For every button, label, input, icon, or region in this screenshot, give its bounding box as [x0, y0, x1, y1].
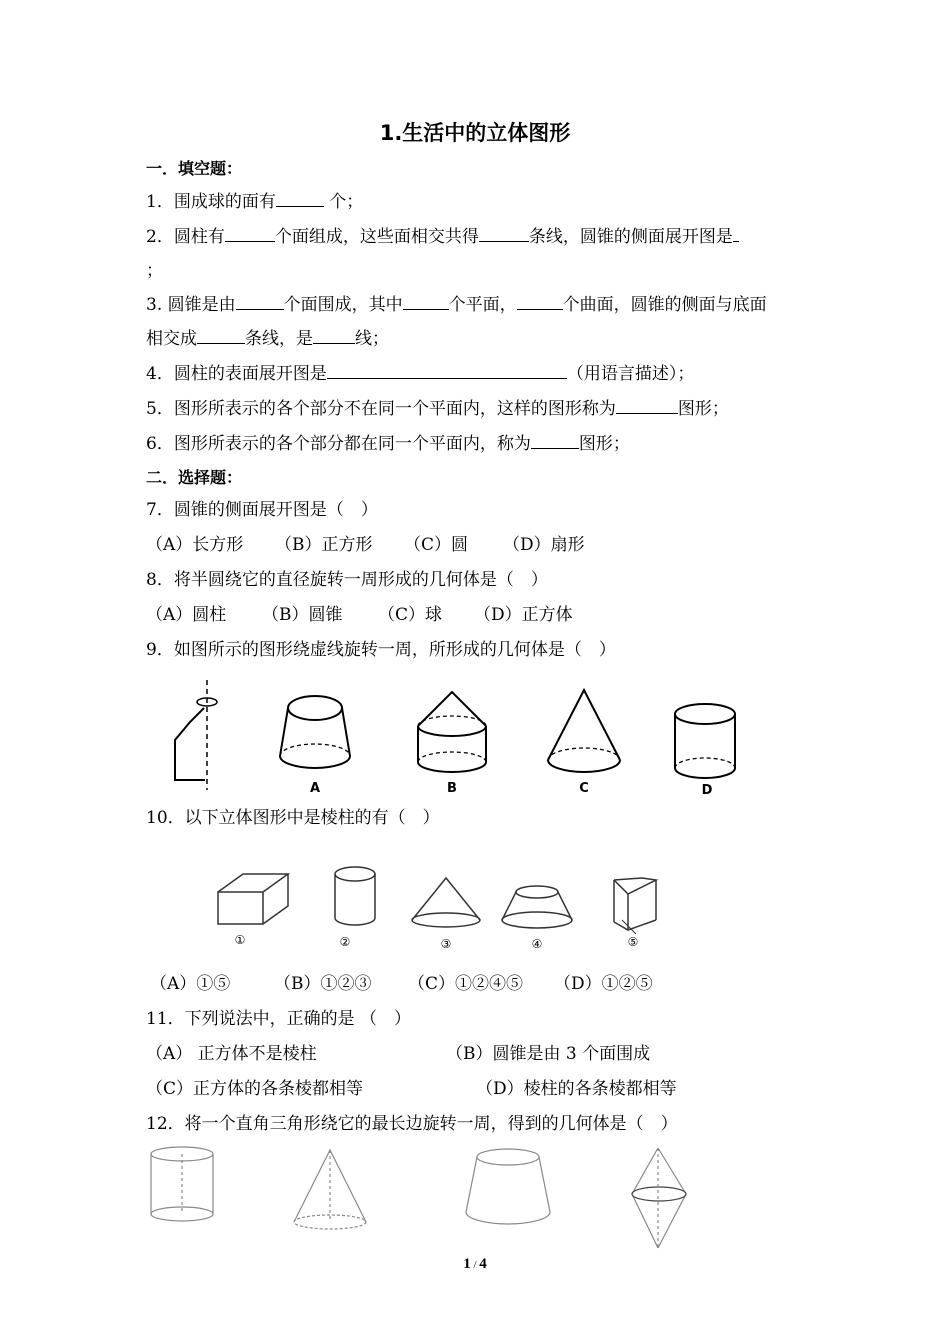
answer-blank[interactable]	[517, 292, 563, 310]
question-8: 8．将半圆绕它的直径旋转一周形成的几何体是（ ）	[146, 570, 548, 590]
question-5: 5．图形所表示的各个部分不在同一个平面内，这样的图形称为 图形；	[146, 396, 729, 421]
answer-blank[interactable]	[733, 224, 739, 242]
question-7: 7．圆锥的侧面展开图是（ ）	[146, 500, 378, 520]
q7-option-b[interactable]: （B）正方形	[275, 535, 373, 555]
q12-option-frustum[interactable]	[466, 1149, 550, 1224]
q12-option-double-cone[interactable]	[632, 1148, 686, 1248]
q10-label-3: ③	[440, 937, 452, 951]
q9-label-a: A	[309, 781, 321, 796]
q9-label-d: D	[701, 783, 713, 798]
answer-blank[interactable]	[236, 292, 284, 310]
q9-option-a-frustum[interactable]	[280, 696, 350, 768]
answer-blank[interactable]	[225, 224, 275, 242]
q11-option-a[interactable]: （A） 正方体不是棱柱	[146, 1044, 317, 1064]
question-12: 12．将一个直角三角形绕它的最长边旋转一周，得到的几何体是（ ）	[146, 1114, 678, 1134]
q10-label-1: ①	[234, 933, 246, 947]
q10-label-5: ⑤	[627, 935, 639, 949]
answer-blank[interactable]	[313, 326, 355, 344]
q10-option-d[interactable]: （D）①②⑤	[554, 974, 653, 994]
q12-figures	[0, 1142, 950, 1237]
answer-blank[interactable]	[531, 431, 579, 449]
question-3: 3. 圆锥是由 个面围成，其中 个平面， 个曲面，圆锥的侧面与底面	[146, 292, 767, 317]
q8-option-a[interactable]: （A）圆柱	[146, 605, 227, 625]
question-9: 9．如图所示的图形绕虚线旋转一周，所形成的几何体是（ ）	[146, 640, 616, 660]
q9-option-d-cylinder[interactable]	[675, 704, 735, 778]
question-6: 6．图形所表示的各个部分都在同一个平面内，称为 图形；	[146, 431, 630, 456]
question-2-end: ；	[146, 261, 163, 281]
q9-option-b-cone-cylinder[interactable]	[418, 692, 486, 772]
q10-fig3-cone	[412, 878, 480, 927]
answer-blank[interactable]	[276, 189, 324, 207]
q7-option-d[interactable]: （D）扇形	[503, 535, 585, 555]
q10-fig5-prism	[614, 878, 656, 934]
q12-option-cylinder[interactable]	[151, 1147, 213, 1221]
answer-blank[interactable]	[616, 396, 678, 414]
page-title: 1.生活中的立体图形	[379, 121, 571, 145]
q9-label-c: C	[579, 781, 589, 796]
q9-figures	[0, 672, 950, 802]
question-10: 10．以下立体图形中是棱柱的有（ ）	[146, 808, 440, 828]
answer-blank[interactable]	[327, 361, 567, 379]
question-11: 11．下列说法中，正确的是 （ ）	[146, 1009, 412, 1029]
q8-option-d[interactable]: （D）正方体	[474, 605, 573, 625]
q10-fig4-frustum	[502, 886, 572, 928]
q7-option-c[interactable]: （C）圆	[404, 535, 469, 555]
question-2: 2．圆柱有 个面组成，这些面相交共得 条线，圆锥的侧面展开图是	[146, 224, 739, 249]
section-fill-heading: 一．填空题：	[146, 159, 243, 178]
q10-option-c[interactable]: （C）①②④⑤	[408, 974, 524, 994]
q10-option-b[interactable]: （B）①②③	[274, 974, 372, 994]
q9-label-b: B	[447, 781, 457, 796]
q10-label-2: ②	[339, 935, 351, 949]
q8-option-c[interactable]: （C）球	[378, 605, 443, 625]
q10-fig2-cylinder	[335, 867, 375, 925]
section-choice-heading: 二．选择题：	[146, 468, 243, 487]
question-4: 4．圆柱的表面展开图是 （用语言描述）；	[146, 361, 694, 386]
q8-option-b[interactable]: （B）圆锥	[262, 605, 343, 625]
question-3-cont: 相交成 条线，是 线；	[146, 326, 389, 351]
q11-option-d[interactable]: （D）棱柱的各条棱都相等	[476, 1079, 677, 1099]
q7-option-a[interactable]: （A）长方形	[146, 535, 244, 555]
answer-blank[interactable]	[197, 326, 245, 344]
answer-blank[interactable]	[479, 224, 529, 242]
q9-option-c-cone[interactable]	[548, 690, 620, 772]
q12-option-cone[interactable]	[294, 1150, 366, 1229]
question-1: 1．围成球的面有 个；	[146, 189, 363, 214]
answer-blank[interactable]	[403, 292, 449, 310]
q11-option-b[interactable]: （B）圆锥是由 3 个面围成	[446, 1044, 651, 1064]
q11-option-c[interactable]: （C）正方体的各条棱都相等	[146, 1079, 364, 1099]
q9-rotation-figure	[175, 680, 217, 790]
page-number: 1 / 4	[463, 1256, 487, 1272]
q10-label-4: ④	[531, 937, 543, 951]
q10-option-a[interactable]: （A）①⑤	[150, 974, 231, 994]
q10-fig1-cuboid	[218, 874, 288, 924]
q10-figures	[0, 858, 950, 958]
